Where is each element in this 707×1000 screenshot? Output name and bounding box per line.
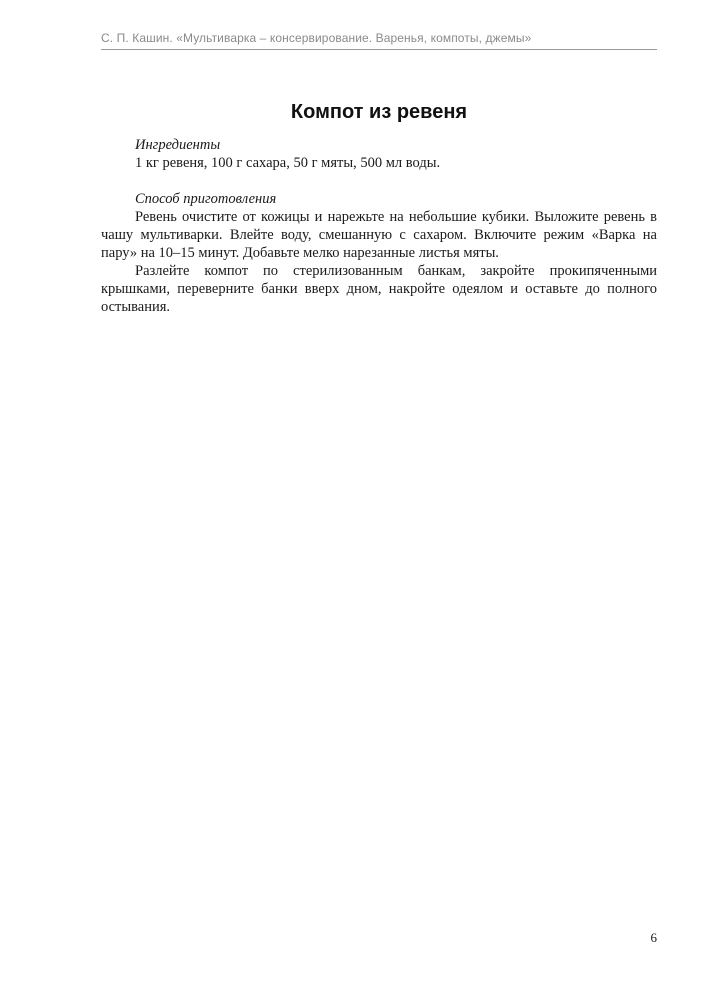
page-number: 6 xyxy=(650,930,657,945)
section-gap xyxy=(101,172,657,190)
header-rule xyxy=(101,49,657,50)
running-header: С. П. Кашин. «Мультиварка – консервирование. Варенья, компоты, джемы» xyxy=(101,31,532,45)
ingredients-heading: Ингредиенты xyxy=(135,137,221,153)
recipe-title: Компот из ревеня xyxy=(290,101,468,123)
method-paragraph-1: Ревень очистите от кожицы и нарежьте на небольшие кубики. Выложите ревень в чашу мультиварки. Влейте воду, смешанную с сахаром. Включите режим «Варка на пару» на 10–15 минут. Добавьте мелко нарезанные листья мяты. xyxy=(101,209,657,261)
recipe-body xyxy=(101,136,657,316)
ingredients-text: 1 кг ревеня, 100 г сахара, 50 г мяты, 500 мл воды. xyxy=(135,155,441,171)
method-heading: Способ приготовления xyxy=(135,191,277,207)
method-paragraph-2: Разлейте компот по стерилизованным банкам, закройте прокипяченными крышками, переверните банки вверх дном, накройте одеялом и оставьте до полного остывания. xyxy=(101,263,657,315)
